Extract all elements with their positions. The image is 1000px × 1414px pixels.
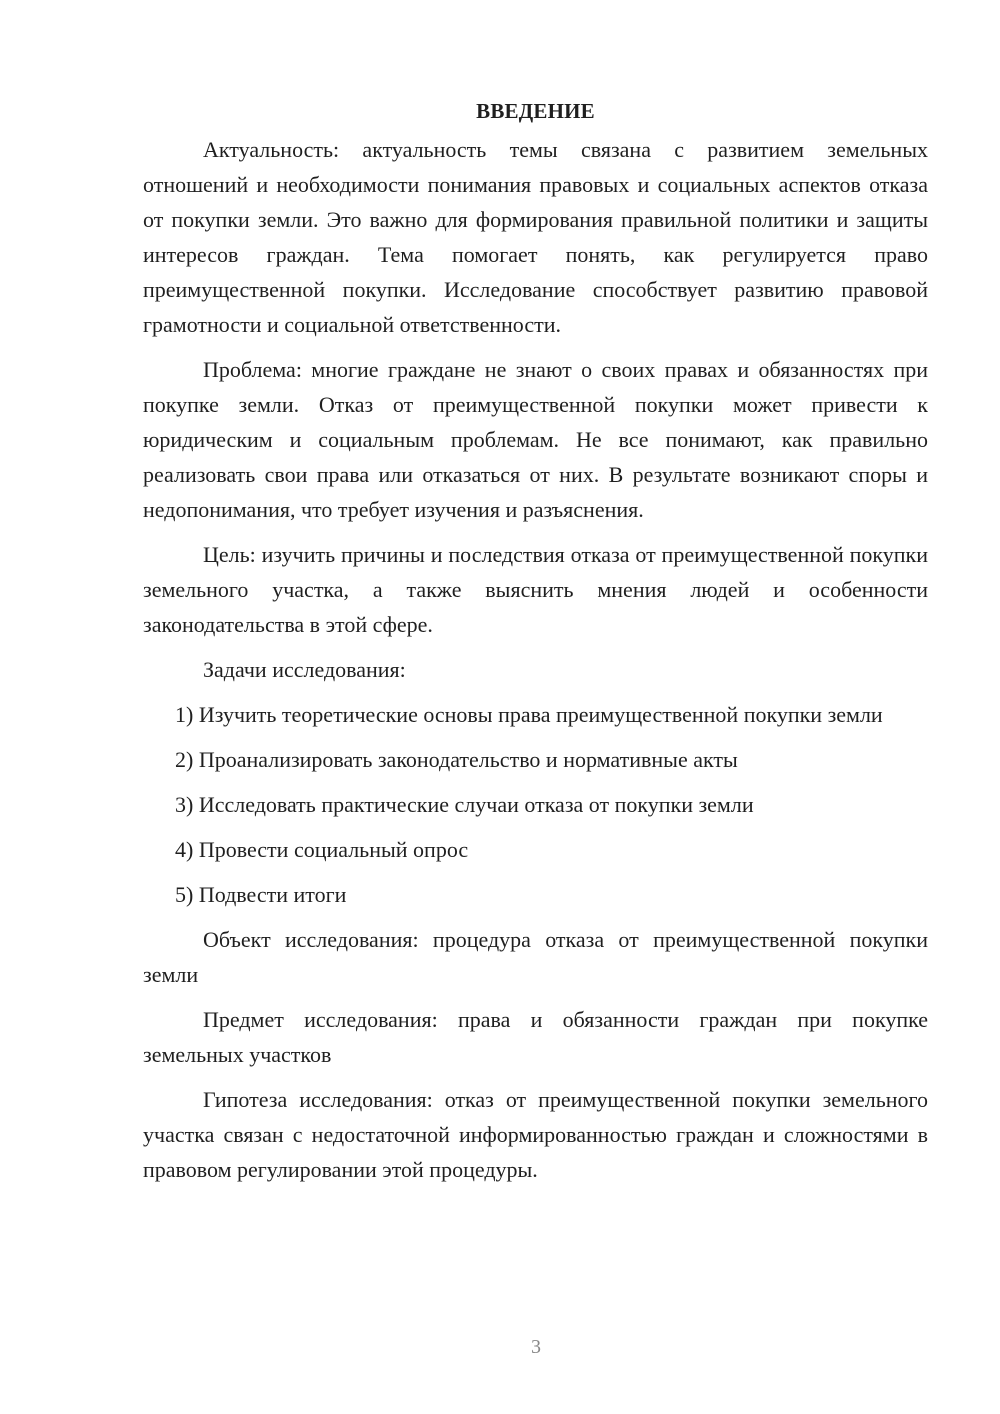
relevance-paragraph: Актуальность: актуальность темы связана с развитием земельных отношений и необходимости понимания правовых и социальных аспектов отказа от покупки земли. Это важно для формирования правильной политики и защиты интересов граждан. Тема помогает понять, как регулируется право преимущественной покупки. Исследование способствует развитию правовой грамотности и социальной ответственности.	[143, 137, 928, 337]
list-item: 3) Исследовать практические случаи отказа от покупки земли	[175, 792, 754, 817]
tasks-list	[143, 697, 928, 912]
page-number: 3	[531, 1336, 541, 1358]
goal-paragraph: Цель: изучить причины и последствия отказа от преимущественной покупки земельного участка, а также выяснить мнения людей и особенности законодательства в этой сфере.	[143, 542, 928, 637]
page-content	[143, 96, 928, 1197]
list-item: 1) Изучить теоретические основы права преимущественной покупки земли	[175, 702, 883, 727]
tasks-heading: Задачи исследования:	[203, 657, 406, 682]
problem-paragraph: Проблема: многие граждане не знают о своих правах и обязанностях при покупке земли. Отказ от преимущественной покупки может привести к юридическим и социальным проблемам. Не все понимают, как правильно реализовать свои права или отказаться от них. В результате возникают споры и недопонимания, что требует изучения и разъяснения.	[143, 357, 928, 522]
hypothesis-paragraph: Гипотеза исследования: отказ от преимущественной покупки земельного участка связан с недостаточной информированностью граждан и сложностями в правовом регулировании этой процедуры.	[143, 1087, 928, 1182]
list-item: 2) Проанализировать законодательство и нормативные акты	[175, 747, 738, 772]
object-paragraph: Объект исследования: процедура отказа от преимущественной покупки земли	[143, 927, 928, 987]
list-item: 4) Провести социальный опрос	[175, 837, 469, 862]
subject-paragraph: Предмет исследования: права и обязанности граждан при покупке земельных участков	[143, 1007, 928, 1067]
section-title: ВВЕДЕНИЕ	[476, 99, 595, 123]
list-item: 5) Подвести итоги	[175, 882, 347, 907]
